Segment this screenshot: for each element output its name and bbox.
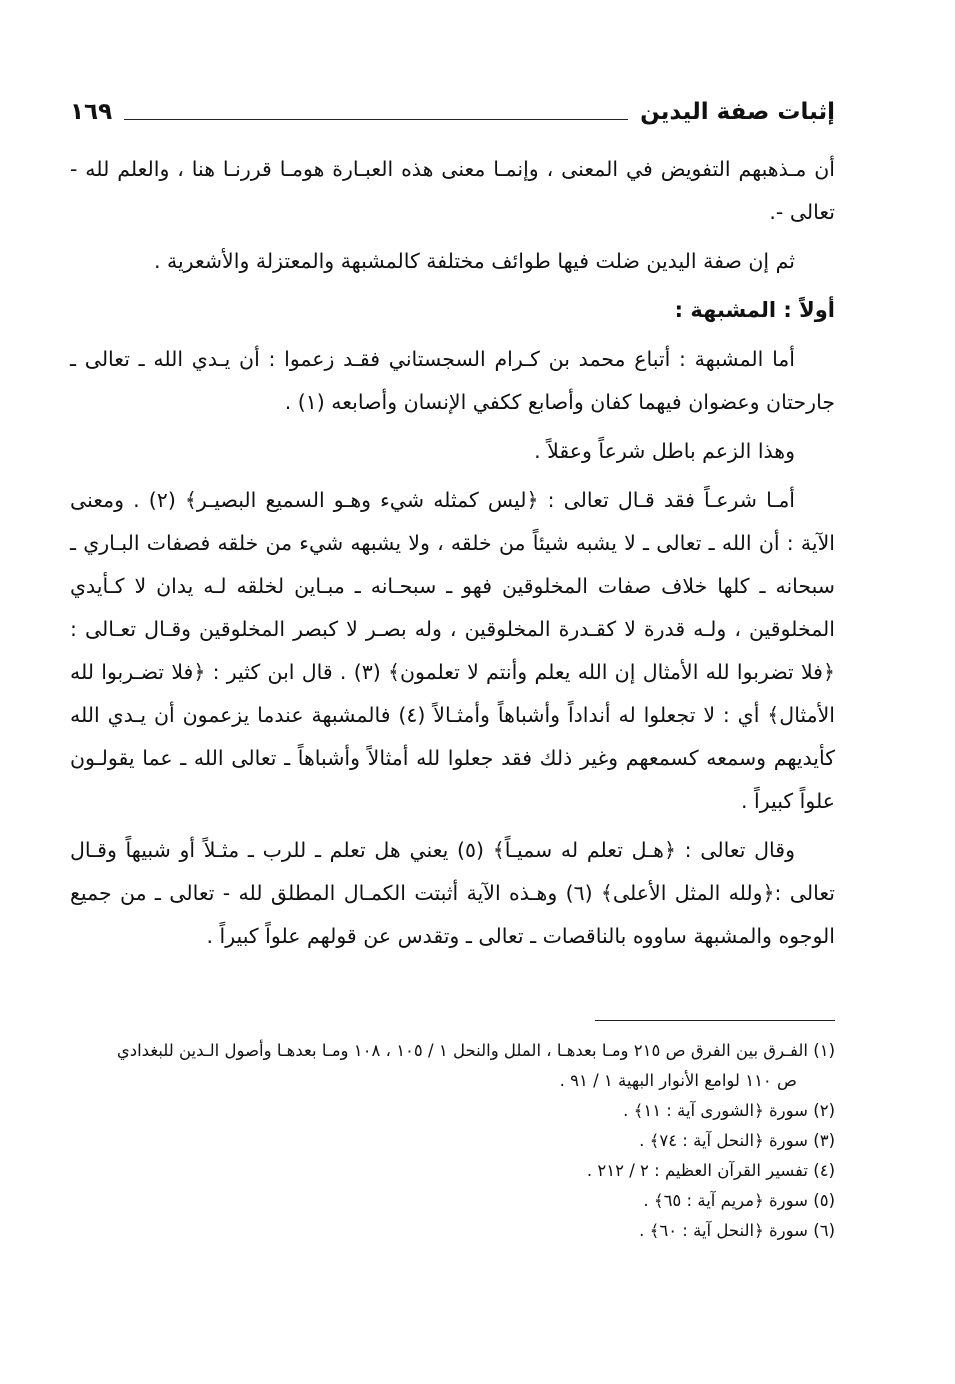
footnote: (١) الفـرق بين الفرق ص ٢١٥ ومـا بعدهـا ، الملل والنحل ١ / ١٠٥ ، ١٠٨ ومـا بعدهـا وأصول الـدين للبغدادي xyxy=(116,1041,835,1060)
footnote: (٣) سورة ﴿النحل آية : ٧٤﴾ . xyxy=(639,1131,835,1150)
paragraph: أن مـذهبهم التفويض في المعنى ، وإنمـا معنى هذه العبـارة هومـا قررنـا هنا ، والعلم لله - تعالى -. xyxy=(70,157,835,224)
section-heading: أولاً : المشبهة : xyxy=(674,298,835,322)
running-header xyxy=(70,92,835,132)
paragraph: ثم إن صفة اليدين ضلت فيها طوائف مختلفة كالمشبهة والمعتزلة والأشعرية . xyxy=(153,249,795,273)
footnote: (٢) سورة ﴿الشورى آية : ١١﴾ . xyxy=(623,1101,835,1120)
paragraph: وقال تعالى : ﴿هـل تعلم له سميـاً﴾ (٥) يعني هل تعلم ـ للرب ـ مثـلاً أو شبيهاً وقـال تعالى :﴿ولله المثل الأعلى﴾ (٦) وهـذه الآية أثبتت الكمـال المطلق لله - تعالى ـ من جميع الوجوه والمشبهة ساووه بالناقصات ـ تعالى ـ وتقدس عن قولهم علواً كبيراً . xyxy=(70,838,835,948)
footnote: (٦) سورة ﴿النحل آية : ٦٠﴾ . xyxy=(639,1221,835,1240)
header-title: إثبات صفة اليدين xyxy=(640,99,835,125)
footnotes xyxy=(70,1036,835,1246)
paragraph: أمـا شرعـاً فقد قـال تعالى : ﴿ليس كمثله شيء وهـو السميع البصيـر﴾ (٢) . ومعنى الآية : أن الله ـ تعالى ـ لا يشبه شيئاً من خلقه ، ولا يشبهه شيء من خلقه فصفات البـاري ـ سبحانه ـ كلها خلاف صفات المخلوقين فهو ـ سبحـانه ـ مبـاين لخلقه لـه يدان لا كـأيدي المخلوقين ، ولـه قدرة لا كقـدرة المخلوقين ، وله بصـر لا كبصر المخلوقين وقـال تعـالى : ﴿فلا تضربوا لله الأمثال إن الله يعلم وأنتم لا تعلمون﴾ (٣) . قال ابن كثير : ﴿فلا تضـربوا لله الأمثال﴾ أي : لا تجعلوا له أنداداً وأشباهاً وأمثـالاً (٤) فالمشبهة عندما يزعمون أن يـدي الله كأيديهم وسمعه كسمعهم وغير ذلك فقد جعلوا لله أمثالاً وأشباهاً ـ تعالى الله ـ عما يقولـون علواً كبيراً . xyxy=(70,488,835,813)
footnote-divider xyxy=(595,1020,835,1021)
page-number: ١٦٩ xyxy=(70,99,113,125)
footnote: (٤) تفسير القرآن العظيم : ٢ / ٢١٢ . xyxy=(586,1161,835,1180)
header-rule xyxy=(124,119,628,120)
main-text xyxy=(70,148,835,964)
footnote-continuation: ص ١١٠ لوامع الأنوار البهية ١ / ٩١ . xyxy=(559,1071,797,1090)
paragraph: وهذا الزعم باطل شرعاً وعقلاً . xyxy=(534,439,795,463)
paragraph: أما المشبهة : أتباع محمد بن كـرام السجستاني فقـد زعموا : أن يـدي الله ـ تعالى ـ جارحتان وعضوان فيهما كفان وأصابع ككفي الإنسان وأصابعه (١) . xyxy=(70,347,835,414)
footnote: (٥) سورة ﴿مريم آية : ٦٥﴾ . xyxy=(643,1191,835,1210)
